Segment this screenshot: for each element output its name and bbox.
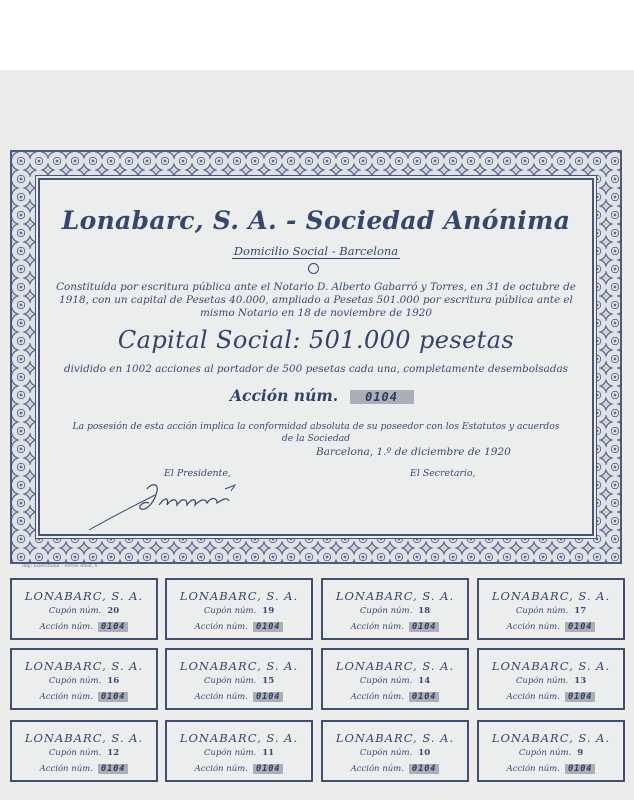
coupon-company: LONABARC, S. A. [491, 589, 611, 603]
coupon-share-label: Acción núm. [39, 692, 93, 702]
coupon-share-line [12, 764, 156, 774]
coupon-company: LONABARC, S. A. [491, 659, 611, 673]
coupon-share-number: 0104 [98, 692, 128, 702]
possession-clause: La posesión de esta acción implica la conformidad absoluta de su poseedor con los Estatutos y acuerdos de la Sociedad [72, 421, 560, 444]
president-signature [85, 475, 265, 535]
coupon-number-line [323, 606, 467, 616]
coupon-share-label: Acción núm. [39, 764, 93, 774]
coupon-share-label: Acción núm. [350, 622, 404, 632]
coupon-share-label: Acción núm. [194, 622, 248, 632]
coupon-share-label: Acción núm. [350, 692, 404, 702]
coupon-share-number: 0104 [565, 692, 595, 702]
coupon-number: 12 [107, 748, 120, 758]
document-sheet [0, 70, 634, 800]
coupon-share-number: 0104 [409, 622, 439, 632]
coupon-company: LONABARC, S. A. [24, 659, 144, 673]
domicile-line [10, 244, 622, 258]
coupon-number-label: Cupón núm. [203, 676, 257, 686]
coupon-share-line [479, 622, 623, 632]
coupon-number-label: Cupón núm. [518, 748, 572, 758]
coupon [10, 720, 158, 782]
coupon-number: 20 [107, 606, 120, 616]
coupon-share-number: 0104 [253, 692, 283, 702]
coupon-number-label: Cupón núm. [359, 748, 413, 758]
coupon-number: 9 [577, 748, 584, 758]
coupon-number-line [12, 748, 156, 758]
coupon-company: LONABARC, S. A. [179, 659, 299, 673]
coupon [165, 720, 313, 782]
coupon [477, 648, 625, 710]
coupon-number-line [323, 748, 467, 758]
coupon-number: 13 [574, 676, 587, 686]
coupon-number-line [167, 748, 311, 758]
coupon-share-number: 0104 [98, 764, 128, 774]
coupon-share-label: Acción núm. [350, 764, 404, 774]
coupon-number-line [479, 606, 623, 616]
coupon-number-label: Cupón núm. [515, 676, 569, 686]
coupon [165, 648, 313, 710]
coupon-share-line [167, 622, 311, 632]
coupon-number-line [167, 676, 311, 686]
coupon-company: LONABARC, S. A. [179, 589, 299, 603]
coupon-share-line [167, 692, 311, 702]
coupon-number-label: Cupón núm. [515, 606, 569, 616]
coupon-number-label: Cupón núm. [48, 748, 102, 758]
coupon [477, 578, 625, 640]
coupon-share-line [479, 692, 623, 702]
coupon-number: 18 [418, 606, 431, 616]
coupon-company: LONABARC, S. A. [335, 589, 455, 603]
ornament-icon [308, 263, 319, 274]
coupon-share-line [323, 764, 467, 774]
coupon-number-line [12, 676, 156, 686]
coupon-share-number: 0104 [98, 622, 128, 632]
coupon-share-label: Acción núm. [194, 692, 248, 702]
coupon-company: LONABARC, S. A. [491, 731, 611, 745]
coupon-company: LONABARC, S. A. [335, 659, 455, 673]
coupon-share-number: 0104 [409, 692, 439, 702]
capital-heading: Capital Social: 501.000 pesetas [117, 326, 515, 354]
coupon-share-line [479, 764, 623, 774]
printer-imprint: Imp. Elzeviriana - Torres Amat, 8 [22, 564, 98, 569]
coupon-share-label: Acción núm. [194, 764, 248, 774]
coupon-number: 16 [107, 676, 120, 686]
coupon [10, 648, 158, 710]
coupon-number: 17 [574, 606, 587, 616]
coupon-share-line [167, 764, 311, 774]
coupon-share-line [12, 692, 156, 702]
coupon-share-number: 0104 [253, 622, 283, 632]
coupon-share-number: 0104 [253, 764, 283, 774]
coupon [321, 648, 469, 710]
coupon-number-line [12, 606, 156, 616]
share-certificate [10, 150, 622, 564]
coupon-number-line [167, 606, 311, 616]
coupon [321, 578, 469, 640]
coupon-company: LONABARC, S. A. [179, 731, 299, 745]
coupon-share-label: Acción núm. [506, 622, 560, 632]
company-title: Lonabarc, S. A. - Sociedad Anónima [61, 206, 571, 235]
coupon-share-line [323, 622, 467, 632]
coupon-number: 14 [418, 676, 431, 686]
coupon-number-label: Cupón núm. [359, 676, 413, 686]
coupon-number-label: Cupón núm. [48, 606, 102, 616]
issue-date: Barcelona, 1.º de diciembre de 1920 [316, 446, 511, 458]
secretary-label: El Secretario, [410, 468, 476, 479]
constitution-text: Constituída por escritura pública ante el Notario D. Alberto Gabarró y Torres, en 31 de octubre de 1918, con un capital de Pesetas 40.000, ampliado a Pesetas 501.000 por escritura pública ante el mismo Notario en 18 de noviembre de 1920 [56, 281, 576, 319]
coupon-share-number: 0104 [565, 764, 595, 774]
coupon-company: LONABARC, S. A. [24, 589, 144, 603]
coupon-share-line [323, 692, 467, 702]
coupon-share-label: Acción núm. [39, 622, 93, 632]
shares-description: dividido en 1002 acciones al portador de 500 pesetas cada una, completamente desembolsadas [63, 363, 569, 375]
coupon-number-line [323, 676, 467, 686]
coupon-number-label: Cupón núm. [203, 748, 257, 758]
share-number-label: Acción núm. [230, 386, 339, 405]
coupon [165, 578, 313, 640]
coupon-number-line [479, 676, 623, 686]
president-label: El Presidente, [164, 468, 231, 479]
coupon [321, 720, 469, 782]
coupon-share-line [12, 622, 156, 632]
coupon-company: LONABARC, S. A. [24, 731, 144, 745]
coupon [477, 720, 625, 782]
coupon-number-label: Cupón núm. [359, 606, 413, 616]
domicile-text: Domicilio Social - Barcelona [233, 244, 399, 258]
coupon-share-label: Acción núm. [506, 692, 560, 702]
coupon-number-label: Cupón núm. [48, 676, 102, 686]
coupon-share-label: Acción núm. [506, 764, 560, 774]
coupon-company: LONABARC, S. A. [335, 731, 455, 745]
coupon-number-line [479, 748, 623, 758]
coupon-number-label: Cupón núm. [203, 606, 257, 616]
coupon-number: 11 [262, 748, 275, 758]
coupon [10, 578, 158, 640]
share-number-stamp: 0104 [350, 390, 414, 404]
coupon-number: 10 [418, 748, 431, 758]
share-number-line [230, 386, 414, 405]
coupon-share-number: 0104 [409, 764, 439, 774]
coupon-share-number: 0104 [565, 622, 595, 632]
coupon-number: 15 [262, 676, 275, 686]
coupon-number: 19 [262, 606, 275, 616]
